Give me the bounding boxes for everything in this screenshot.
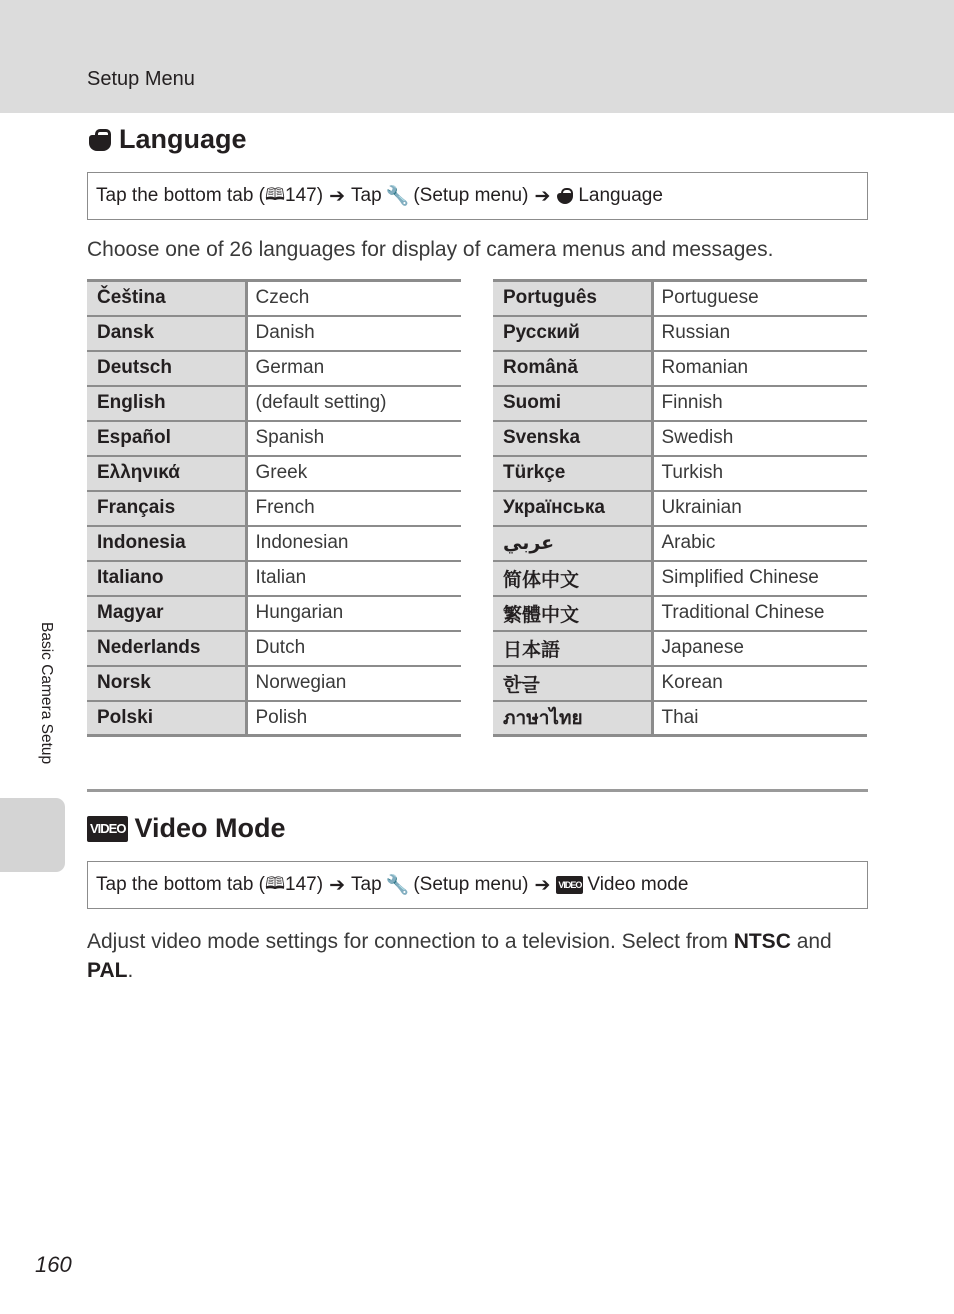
right-arrow-icon: ➔	[329, 185, 345, 207]
language-english-name: Russian	[652, 316, 867, 351]
nav-page-ref: 147)	[285, 874, 324, 895]
language-english-name: Greek	[246, 456, 461, 491]
language-row	[87, 386, 461, 421]
nav-target-video: Video mode	[587, 874, 689, 895]
option-pal: PAL	[87, 959, 128, 982]
video-section-title	[87, 813, 286, 844]
language-table-right	[493, 279, 867, 737]
language-native-name: Ελληνικά	[87, 456, 246, 491]
language-description: Choose one of 26 languages for display of camera menus and messages.	[87, 238, 774, 261]
language-english-name: Portuguese	[652, 281, 867, 316]
right-arrow-icon: ➔	[534, 874, 551, 896]
language-section-title	[87, 124, 247, 155]
right-arrow-icon: ➔	[534, 185, 551, 207]
page-number: 160	[35, 1252, 72, 1277]
language-row	[87, 631, 461, 666]
video-title-text: Video Mode	[134, 813, 286, 843]
language-row	[493, 491, 867, 526]
language-english-name: Hungarian	[246, 596, 461, 631]
language-row	[87, 281, 461, 316]
language-native-name: English	[87, 386, 246, 421]
language-row	[493, 421, 867, 456]
nav-text-start: Tap the bottom tab (	[96, 874, 265, 895]
language-native-name: Nederlands	[87, 631, 246, 666]
language-row	[87, 666, 461, 701]
language-native-name: Norsk	[87, 666, 246, 701]
language-english-name: Spanish	[246, 421, 461, 456]
language-native-name: Español	[87, 421, 246, 456]
language-native-name: 简体中文	[493, 561, 652, 596]
language-english-name: Danish	[246, 316, 461, 351]
language-row	[493, 456, 867, 491]
language-row	[493, 631, 867, 666]
language-row	[87, 491, 461, 526]
video-desc-and: and	[790, 930, 832, 953]
language-row	[87, 316, 461, 351]
language-english-name: Polish	[246, 701, 461, 736]
language-english-name: Korean	[652, 666, 867, 701]
language-english-name: Turkish	[652, 456, 867, 491]
side-tab	[0, 798, 65, 872]
nav-page-ref: 147)	[285, 185, 324, 206]
language-native-name: Türkçe	[493, 456, 652, 491]
nav-tap: Tap	[351, 874, 382, 895]
language-native-name: Dansk	[87, 316, 246, 351]
language-native-name: Français	[87, 491, 246, 526]
video-desc-text: Adjust video mode settings for connection to a television. Select from	[87, 930, 734, 953]
language-english-name: Romanian	[652, 351, 867, 386]
side-tab-label: Basic Camera Setup	[38, 622, 55, 765]
language-native-name: Čeština	[87, 281, 246, 316]
video-description	[87, 927, 867, 985]
video-icon: VIDEO	[556, 876, 583, 894]
video-icon: VIDEO	[87, 816, 128, 842]
language-native-name: 繁體中文	[493, 596, 652, 631]
language-row	[493, 351, 867, 386]
nav-setup-menu: (Setup menu)	[413, 874, 529, 895]
section-divider	[87, 789, 868, 792]
language-native-name: Indonesia	[87, 526, 246, 561]
header-band	[0, 0, 954, 113]
language-row	[493, 386, 867, 421]
language-english-name: Czech	[246, 281, 461, 316]
language-native-name: Suomi	[493, 386, 652, 421]
language-native-name: Svenska	[493, 421, 652, 456]
language-english-name: (default setting)	[246, 386, 461, 421]
nav-tap: Tap	[351, 185, 382, 206]
language-english-name: Ukrainian	[652, 491, 867, 526]
video-nav-path	[87, 861, 868, 909]
language-native-name: Українська	[493, 491, 652, 526]
language-native-name: Polski	[87, 701, 246, 736]
language-row	[493, 316, 867, 351]
language-english-name: Thai	[652, 701, 867, 736]
language-row	[493, 596, 867, 631]
book-icon: 🕮	[265, 184, 286, 204]
language-row	[87, 456, 461, 491]
language-row	[87, 526, 461, 561]
video-desc-period: .	[127, 959, 134, 982]
wrench-icon: 🔧	[385, 186, 410, 207]
language-row	[87, 596, 461, 631]
language-english-name: Indonesian	[246, 526, 461, 561]
language-native-name: عربي	[493, 526, 652, 561]
nav-target-language: Language	[578, 185, 663, 206]
language-row	[87, 421, 461, 456]
language-native-name: ภาษาไทย	[493, 701, 652, 736]
language-row	[493, 666, 867, 701]
nav-setup-menu: (Setup menu)	[413, 185, 529, 206]
language-english-name: German	[246, 351, 461, 386]
language-english-name: Finnish	[652, 386, 867, 421]
language-english-name: Traditional Chinese	[652, 596, 867, 631]
language-english-name: Simplified Chinese	[652, 561, 867, 596]
book-icon: 🕮	[265, 873, 286, 893]
language-native-name: Русский	[493, 316, 652, 351]
language-table-left	[87, 279, 461, 737]
language-native-name: Italiano	[87, 561, 246, 596]
nav-text-start: Tap the bottom tab (	[96, 185, 265, 206]
language-nav-path	[87, 172, 868, 220]
language-row	[493, 561, 867, 596]
right-arrow-icon: ➔	[329, 874, 345, 896]
page-header-title: Setup Menu	[87, 68, 195, 90]
language-english-name: Japanese	[652, 631, 867, 666]
language-english-name: Italian	[246, 561, 461, 596]
language-row	[493, 281, 867, 316]
language-icon	[87, 127, 113, 153]
language-row	[87, 561, 461, 596]
language-english-name: Dutch	[246, 631, 461, 666]
wrench-icon: 🔧	[385, 875, 410, 896]
language-native-name: Magyar	[87, 596, 246, 631]
language-english-name: Arabic	[652, 526, 867, 561]
language-row	[493, 526, 867, 561]
language-title-text: Language	[119, 124, 247, 154]
language-native-name: Português	[493, 281, 652, 316]
language-row	[493, 701, 867, 736]
language-native-name: Deutsch	[87, 351, 246, 386]
language-icon	[556, 187, 574, 205]
language-english-name: Norwegian	[246, 666, 461, 701]
language-native-name: 日本語	[493, 631, 652, 666]
language-row	[87, 701, 461, 736]
language-native-name: 한글	[493, 666, 652, 701]
language-native-name: Română	[493, 351, 652, 386]
option-ntsc: NTSC	[733, 930, 791, 953]
language-english-name: Swedish	[652, 421, 867, 456]
language-row	[87, 351, 461, 386]
language-english-name: French	[246, 491, 461, 526]
